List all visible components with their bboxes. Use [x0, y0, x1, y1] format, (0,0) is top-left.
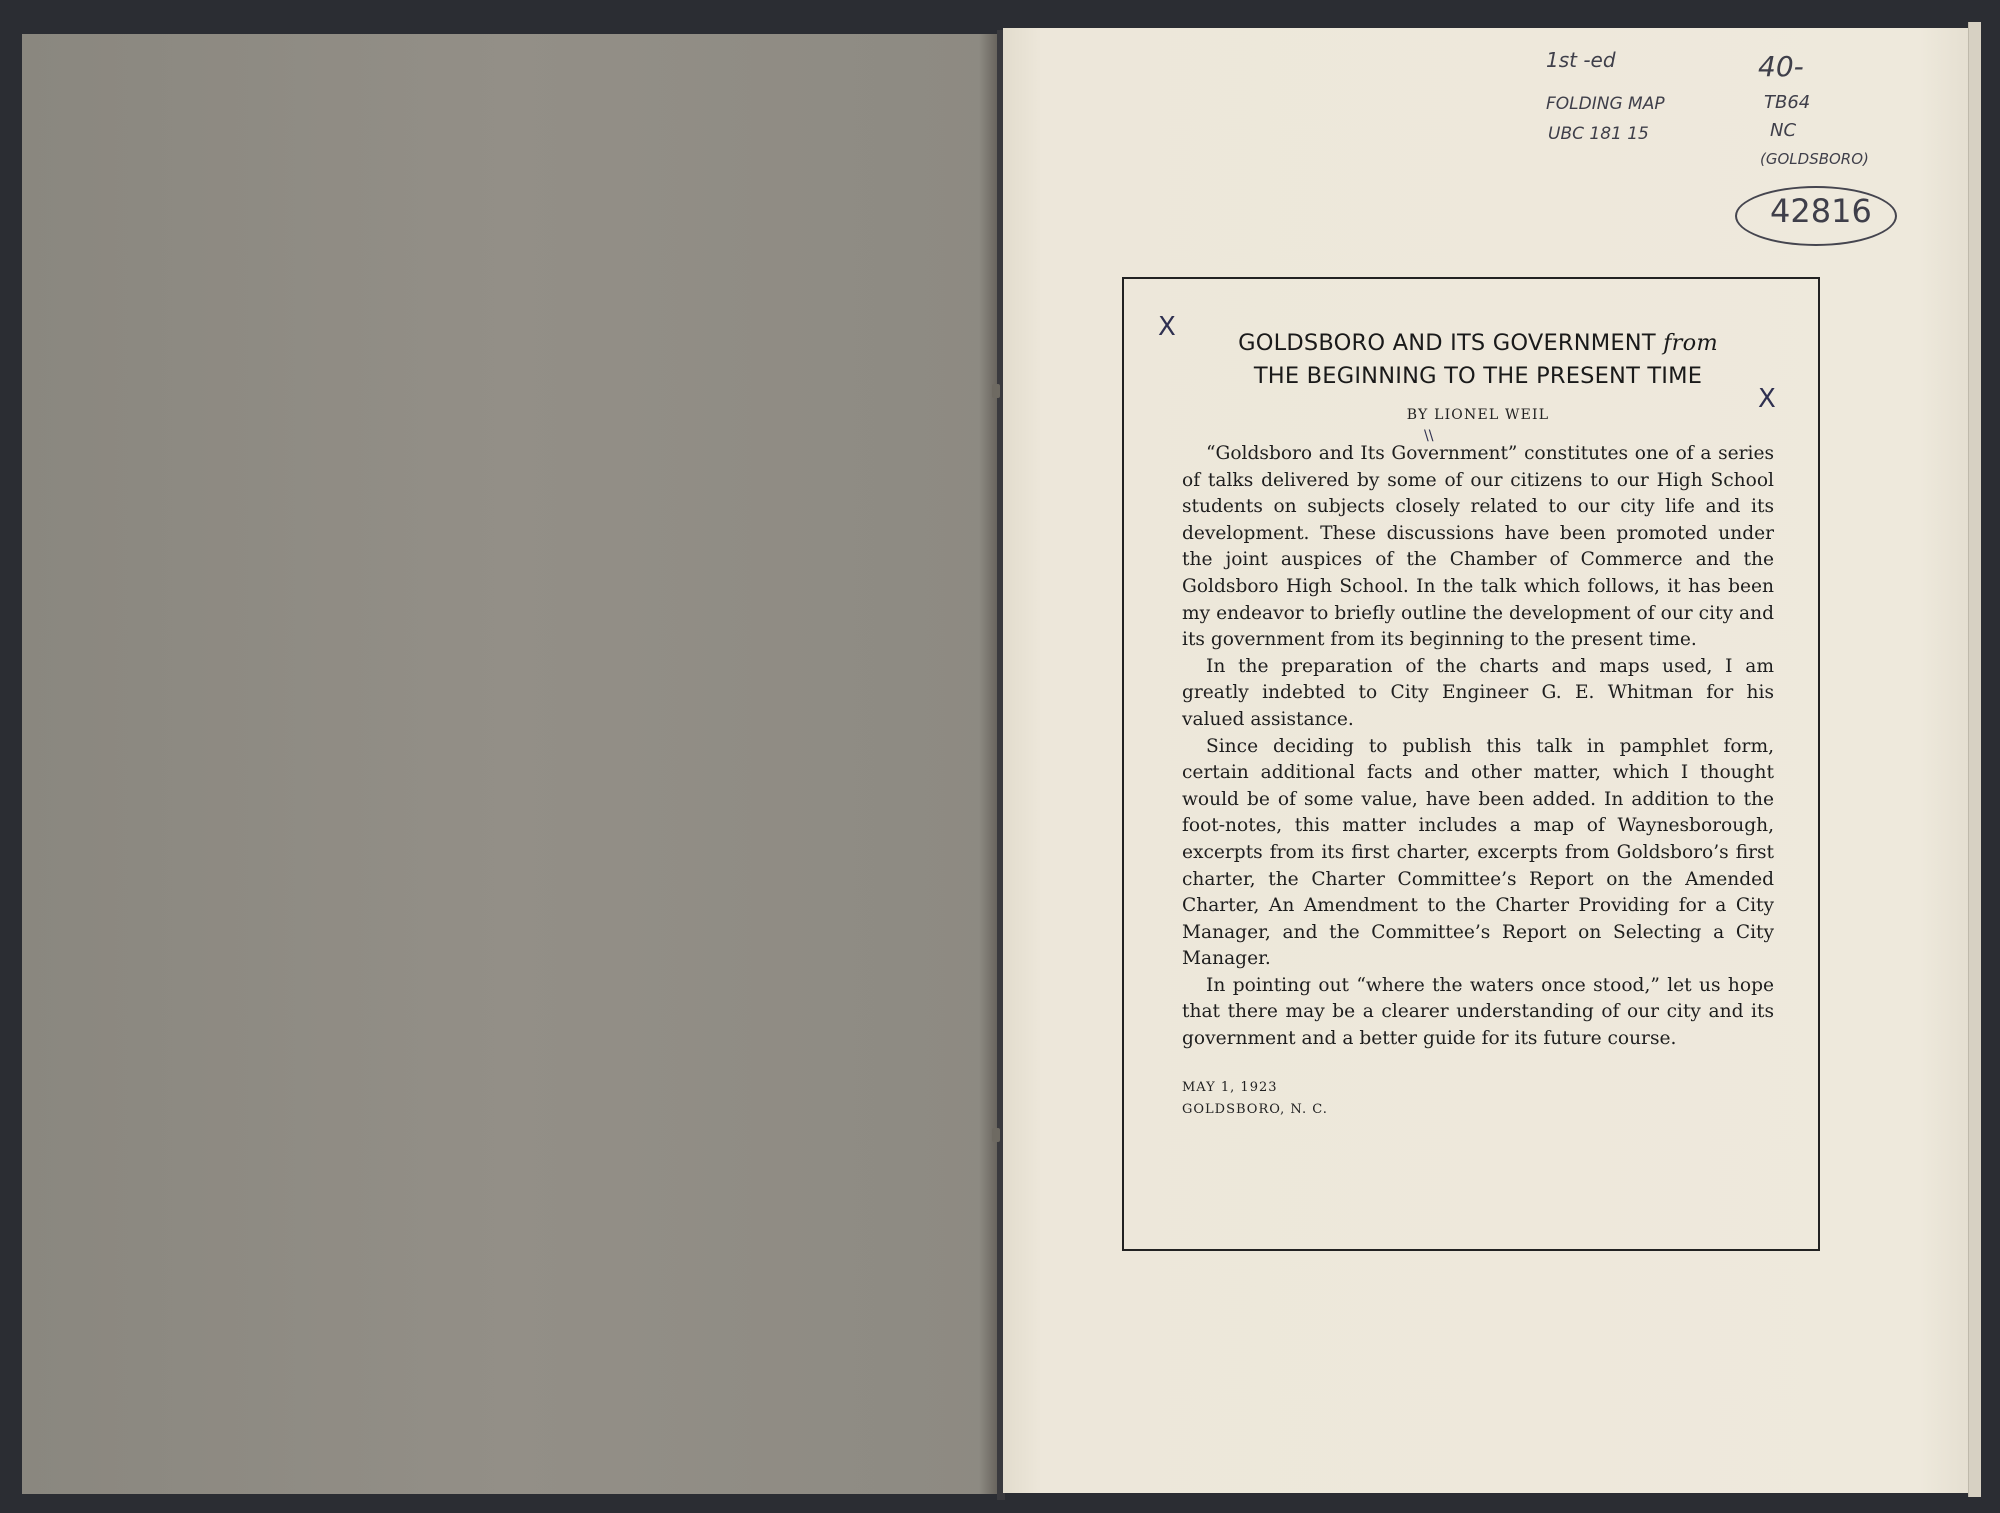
handwritten-x-mark: X	[1158, 312, 1176, 342]
staple	[992, 384, 1000, 398]
left-cover-page	[22, 34, 997, 1494]
paragraph: Since deciding to publish this talk in pamphlet form, certain additional facts and other matter, which I thought would be of some value, have been added. In addition to the foot-notes, this matter includes a map of Waynesborough, excerpts from its first charter, excerpts from Goldsboro’s first charter, the Charter Committee’s Report on the Amended Charter, An Amendment to the Charter Providing for a City Manager, and the Committee’s Report on Selecting a City Manager.	[1182, 735, 1774, 970]
note-folding-map: FOLDING MAP	[1546, 94, 1665, 114]
date: MAY 1, 1923	[1182, 1079, 1278, 1095]
place: GOLDSBORO, N. C.	[1182, 1101, 1328, 1117]
handwritten-x-mark: X	[1758, 384, 1776, 414]
staple	[992, 1128, 1000, 1142]
note-call-number-3: NC	[1770, 120, 1797, 141]
note-ubc: UBC 181 15	[1548, 124, 1649, 144]
title-text-box	[1122, 277, 1820, 1251]
fold-shadow	[979, 34, 997, 1494]
text-body	[1182, 327, 1774, 1121]
paragraph: In pointing out “where the waters once stood,” let us hope that there may be a clearer understanding of our city and its government and a better guide for its future course.	[1182, 974, 1774, 1050]
handwritten-tick-mark: \\	[1424, 428, 1434, 444]
dateline	[1182, 1077, 1774, 1121]
note-call-number-1: 40-	[1758, 50, 1804, 83]
title-line-1: GOLDSBORO AND ITS GOVERNMENT	[1238, 330, 1656, 356]
document-title	[1182, 327, 1774, 393]
paragraph: In the preparation of the charts and maps used, I am greatly indebted to City Engineer G. E. Whitman for his valued assistance.	[1182, 655, 1774, 730]
title-from: from	[1663, 330, 1718, 356]
paragraph: “Goldsboro and Its Government” constitutes one of a series of talks delivered by some of our citizens to our High School students on subjects closely related to our city life and its development. These discussions have been promoted under the joint auspices of the Chamber of Commerce and the Goldsboro High School. In the talk which follows, it has been my endeavor to briefly outline the development of our city and its government from its beginning to the present time.	[1182, 443, 1774, 651]
note-edition: 1st -ed	[1546, 48, 1616, 72]
note-call-number-2: TB64	[1764, 92, 1811, 113]
catalog-number: 42816	[1770, 192, 1872, 230]
title-line-2: THE BEGINNING TO THE PRESENT TIME	[1253, 363, 1703, 389]
author-byline: BY LIONEL WEIL	[1406, 407, 1550, 423]
note-call-number-4: (GOLDSBORO)	[1760, 150, 1869, 168]
page-edge	[1968, 22, 1981, 1497]
